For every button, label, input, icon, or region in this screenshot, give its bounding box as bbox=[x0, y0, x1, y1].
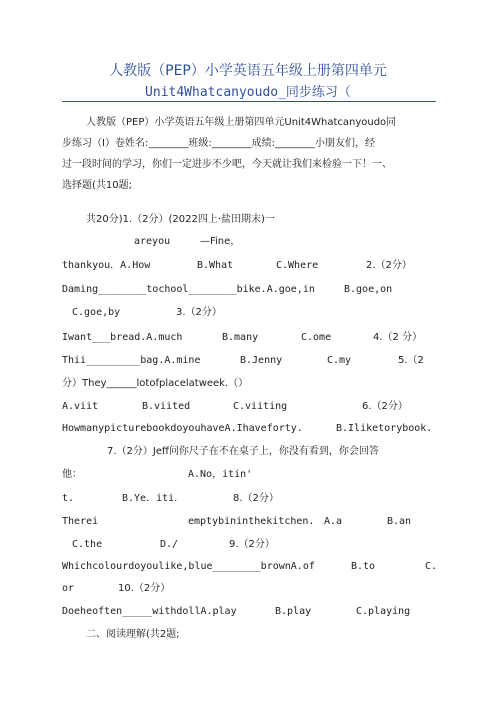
question-1-line-1 bbox=[0, 211, 496, 229]
document-subtitle: Unit4Whatcanyoudo_同步练习（ bbox=[145, 85, 351, 100]
text-segment: Doeheoften_____withdollA.play bbox=[62, 606, 237, 617]
question-10-line bbox=[0, 603, 496, 621]
text-segment: A.viit bbox=[62, 401, 99, 412]
text-segment: A.No，itin' bbox=[188, 469, 253, 480]
text-segment: 选择题(共10题; bbox=[62, 180, 132, 191]
question-7-line-2 bbox=[0, 466, 496, 484]
text-segment: 9.（2分） bbox=[229, 539, 275, 550]
question-3-line bbox=[0, 329, 496, 347]
text-segment: 过一段时间的学习，你们一定进步不少吧，今天就让我们来检验一下！一、 bbox=[62, 159, 392, 170]
text-segment: C.the bbox=[72, 539, 103, 550]
text-segment: 5.（2 bbox=[398, 355, 424, 366]
question-9-line bbox=[0, 558, 496, 576]
text-segment: 3.（2分） bbox=[176, 307, 222, 318]
text-segment: B.goe,on bbox=[344, 284, 393, 295]
question-1-options bbox=[0, 257, 496, 275]
intro-line-1 bbox=[0, 114, 496, 132]
text-segment: B.viited bbox=[142, 401, 191, 412]
text-segment: 2.（2分） bbox=[366, 260, 412, 271]
text-segment: or bbox=[62, 583, 75, 594]
text-segment: Therei bbox=[62, 516, 99, 527]
section-heading-choice bbox=[0, 177, 496, 195]
question-2-line-2 bbox=[0, 304, 496, 322]
intro-line-2 bbox=[0, 135, 496, 153]
title-divider bbox=[62, 101, 436, 102]
text-segment: HowmanypicturebookdoyouhaveA.Ihaveforty. bbox=[62, 423, 303, 434]
text-segment: 分）They______lotofplacelatweek.（） bbox=[62, 378, 249, 389]
text-segment: t. bbox=[62, 493, 75, 504]
text-segment: D./ bbox=[160, 539, 179, 550]
question-5-line bbox=[0, 375, 496, 393]
text-segment: 人教版（PEP）小学英语五年级上册第四单元Unit4Whatcanyoudo同 bbox=[86, 117, 397, 128]
text-segment: B.Jenny bbox=[240, 355, 283, 366]
text-segment: C.Where bbox=[276, 260, 319, 271]
text-segment: C.goe,by bbox=[72, 307, 121, 318]
text-segment: 10.（2分） bbox=[118, 583, 171, 594]
text-segment: B.to bbox=[351, 561, 376, 572]
text-segment: C.my bbox=[327, 355, 352, 366]
question-4-line bbox=[0, 352, 496, 370]
text-segment: C.viiting bbox=[233, 401, 288, 412]
text-segment: 8.（2分） bbox=[233, 493, 279, 504]
text-segment: C.ome bbox=[301, 332, 332, 343]
text-segment: —Fine， bbox=[200, 236, 241, 247]
text-segment: areyou bbox=[134, 236, 171, 247]
question-5-options bbox=[0, 398, 496, 416]
text-segment: C.playing bbox=[356, 606, 411, 617]
question-7-line-3 bbox=[0, 490, 496, 508]
question-6-line bbox=[0, 420, 496, 438]
text-segment: B.Iliketorybook. bbox=[336, 423, 433, 434]
text-segment: Daming________tochool________bike.A.goe,in bbox=[62, 284, 315, 295]
section-heading-reading bbox=[0, 626, 496, 644]
document-title: 人教版（PEP）小学英语五年级上册第四单元 bbox=[109, 63, 387, 79]
text-segment: 步练习（I）卷姓名:________班级:________成绩:________小朋友们，经 bbox=[62, 138, 376, 149]
text-segment: 6.（2分） bbox=[362, 401, 408, 412]
text-segment: B.many bbox=[222, 332, 259, 343]
text-segment: emptybininthekitchen. bbox=[188, 516, 315, 527]
question-1-line-2 bbox=[0, 233, 496, 251]
question-9-line-2 bbox=[0, 580, 496, 598]
text-segment: 4.（2 分） bbox=[373, 332, 423, 343]
text-segment: 7.（2分）Jeff问你尺子在不在桌子上，你没有看到，你会回答 bbox=[107, 446, 379, 457]
text-segment: Thii_________bag.A.mine bbox=[62, 355, 201, 366]
text-segment: 共20分)1.（2分）(2022四上·盐田期末)一 bbox=[86, 214, 275, 225]
text-segment: 他： bbox=[62, 469, 82, 480]
question-2-line-1 bbox=[0, 281, 496, 299]
text-segment: B.What bbox=[197, 260, 234, 271]
text-segment: B.an bbox=[387, 516, 412, 527]
text-segment: B.play bbox=[275, 606, 312, 617]
text-segment: Iwant___bread.A.much bbox=[62, 332, 183, 343]
text-segment: C. bbox=[425, 561, 438, 572]
text-segment: B.Ye．iti． bbox=[122, 493, 185, 504]
question-7-line-1 bbox=[0, 443, 496, 461]
text-segment: thankyou．A.How bbox=[62, 260, 151, 271]
intro-line-3 bbox=[0, 156, 496, 174]
question-8-line bbox=[0, 513, 496, 531]
question-8-options bbox=[0, 536, 496, 554]
text-segment: Whichcolourdoyoulike,blue________brownA.of bbox=[62, 561, 315, 572]
text-segment: A.a bbox=[324, 516, 343, 527]
text-segment: 二、阅读理解(共2题; bbox=[86, 629, 180, 640]
